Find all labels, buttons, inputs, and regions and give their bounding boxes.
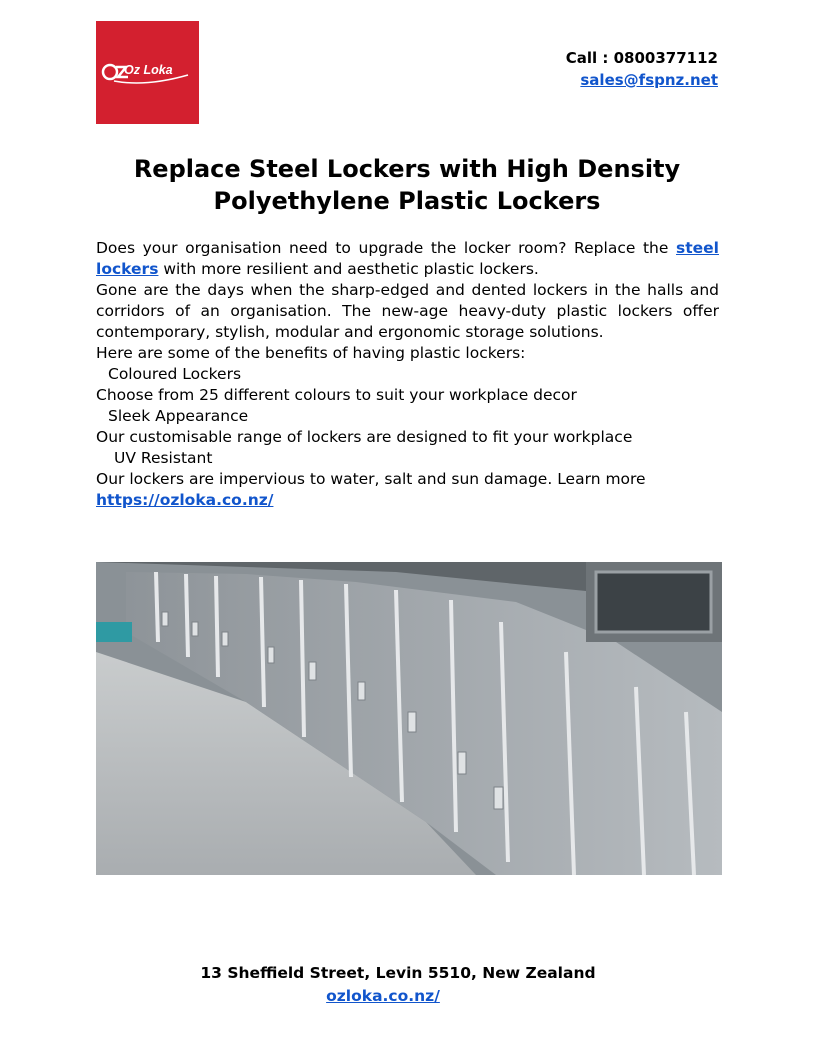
steel-lockers-link[interactable]: steel lockers [96, 239, 719, 278]
phone-number: Call : 0800377112 [565, 49, 718, 67]
benefit-title-sleek: Sleek Appearance [108, 407, 249, 425]
footer-address: 13 Sheffield Street, Levin 5510, New Zealand [200, 964, 596, 982]
benefit-text-coloured: Choose from 25 different colours to suit your workplace decor [96, 386, 577, 404]
intro-text: Does your organisation need to upgrade the locker room? Replace the [96, 239, 677, 257]
footer-website-link[interactable]: ozloka.co.nz/ [326, 987, 440, 1005]
benefit-text-sleek: Our customisable range of lockers are designed to fit your workplace [96, 428, 633, 446]
email-link[interactable]: sales@fspnz.net [580, 71, 718, 89]
intro-paragraph [96, 238, 719, 280]
page-title [96, 153, 718, 217]
learn-more-link[interactable]: https://ozloka.co.nz/ [96, 491, 274, 509]
title-line-1: Replace Steel Lockers with High Density [133, 155, 681, 183]
lockers-photo [96, 562, 722, 875]
benefit-text-uv: Our lockers are impervious to water, salt and sun damage. Learn more [96, 470, 646, 488]
benefits-intro: Here are some of the benefits of having plastic lockers: [96, 344, 526, 362]
contact-block [566, 47, 718, 91]
intro-text-end: with more resilient and aesthetic plastic lockers. [158, 260, 539, 278]
lockers-illustration [96, 562, 722, 875]
benefit-title-coloured: Coloured Lockers [108, 365, 242, 383]
article-body [96, 238, 719, 511]
logo-text: Oz Loka [124, 63, 173, 77]
paragraph-gone: Gone are the days when the sharp-edged and dented lockers in the halls and corridors of an organisation. The new-age heavy-duty plastic lockers offer contemporary, stylish, modular and ergonomic storage solutions. [96, 281, 719, 341]
title-line-2: Polyethylene Plastic Lockers [213, 187, 601, 215]
benefit-title-uv: UV Resistant [114, 449, 213, 467]
brand-logo [96, 21, 199, 124]
